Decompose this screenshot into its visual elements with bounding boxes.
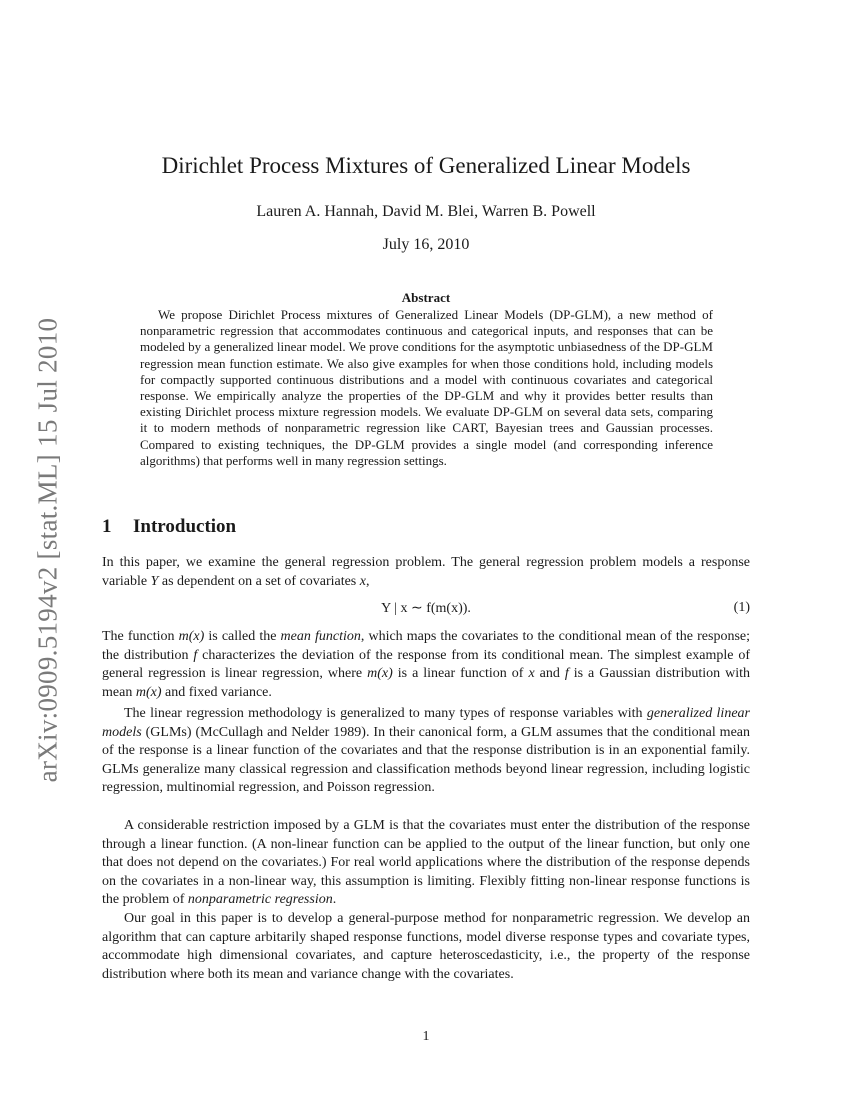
page-number: 1 — [422, 1029, 430, 1044]
math-var: x — [528, 666, 535, 681]
equation-number: (1) — [733, 600, 750, 615]
math-var: m(x) — [178, 629, 205, 644]
paper-title: Dirichlet Process Mixtures of Generalized Linear Models — [161, 153, 691, 178]
text-run: The function — [102, 629, 179, 644]
text-run: characterizes the deviation of the response from its conditional mean. The simplest example of general regression is linear regression, where — [102, 647, 750, 681]
text-run: and fixed variance. — [161, 684, 272, 700]
paper-date: July 16, 2010 — [382, 236, 470, 253]
text-run: is called the — [204, 629, 281, 644]
text-run: In this paper, we examine the general regression problem. The general regression problem models a response variable — [102, 555, 750, 589]
text-run: The linear regression methodology is generalized to many types of response variables with — [124, 706, 647, 721]
intro-paragraph-1 — [102, 554, 750, 591]
emphasis-term: mean function — [280, 629, 361, 644]
intro-paragraph-2 — [102, 628, 750, 702]
text-run: , — [365, 573, 370, 589]
abstract-heading: Abstract — [401, 290, 451, 305]
equation-body: Y | x ∼ f(m(x)). — [381, 601, 471, 616]
math-var: x — [359, 573, 366, 589]
paper-authors: Lauren A. Hannah, David M. Blei, Warren B. Powell — [256, 203, 596, 220]
section-title: Introduction — [133, 516, 237, 537]
math-var: m(x) — [367, 666, 393, 681]
emphasis-term: generalized linear models — [102, 706, 750, 740]
text-run: is a linear function of — [392, 666, 529, 681]
emphasis-term: nonparametric regression — [187, 892, 333, 907]
section-number: 1 — [102, 516, 112, 537]
math-var: f — [564, 666, 569, 681]
text-run: is a Gaussian distribution with mean — [102, 666, 751, 700]
equation-1 — [102, 600, 750, 620]
math-var: Y — [150, 573, 159, 589]
intro-paragraph-3 — [102, 705, 750, 798]
intro-paragraph-4 — [102, 817, 750, 910]
text-run: . — [332, 892, 337, 907]
intro-paragraph-5: Our goal in this paper is to develop a general-purpose method for nonparametric regression. We develop an algorithm that can capture arbitarily shaped response functions, model diverse response types and covariate types, accommodate high dimensional covariates, and capture heteroscedasticity, i.e., the property of the response distribution where both its mean and variance change with the covariates. — [102, 911, 750, 982]
text-run: , which maps the covariates to the conditional mean of the response; the distribution — [102, 629, 750, 663]
text-run: A considerable restriction imposed by a GLM is that the covariates must enter the distribution of the response through a linear function. (A non-linear function can be applied to the output of the linear function, but only one that does not depend on the covariates.) For real world applications where the distribution of the response depends on the covariates in a non-linear way, this assumption is limiting. Flexibly fitting non-linear response functions is the problem of — [102, 818, 750, 907]
math-var: m(x) — [135, 684, 162, 700]
text-run: and — [534, 666, 565, 681]
math-var: f — [193, 647, 198, 663]
abstract-body: We propose Dirichlet Process mixtures of Generalized Linear Models (DP-GLM), a new method of nonparametric regression that accommodates continuous and categorical inputs, and responses that can be modeled by a generalized linear model. We prove conditions for the asymptotic unbiasedness of the DP-GLM regression mean function estimate. We also give examples for when those conditions hold, including models for compactly supported continuous distributions and a model with continuous covariates and categorical response. We empirically analyze the properties of the DP-GLM and why it provides better results than existing Dirichlet process mixture regression models. We evaluate DP-GLM on several data sets, comparing it to modern methods of nonparametric regression like CART, Bayesian trees and Gaussian processes. Compared to existing techniques, the DP-GLM provides a single model (and corresponding inference algorithms) that performs well in many regression settings. — [140, 307, 713, 468]
section-heading — [102, 516, 236, 538]
text-run: as dependent on a set of covariates — [158, 573, 360, 589]
arxiv-identifier-stamp: arXiv:0909.5194v2 [stat.ML] 15 Jul 2010 — [32, 317, 63, 783]
text-run: (GLMs) (McCullagh and Nelder 1989). In their canonical form, a GLM assumes that the conditional mean of the response is a linear function of the covariates and that the response distribution is in an exponential family. GLMs generalize many classical regression and classification methods beyond linear regression, including logistic regression, multinomial regression, and Poisson regression. — [102, 724, 750, 795]
